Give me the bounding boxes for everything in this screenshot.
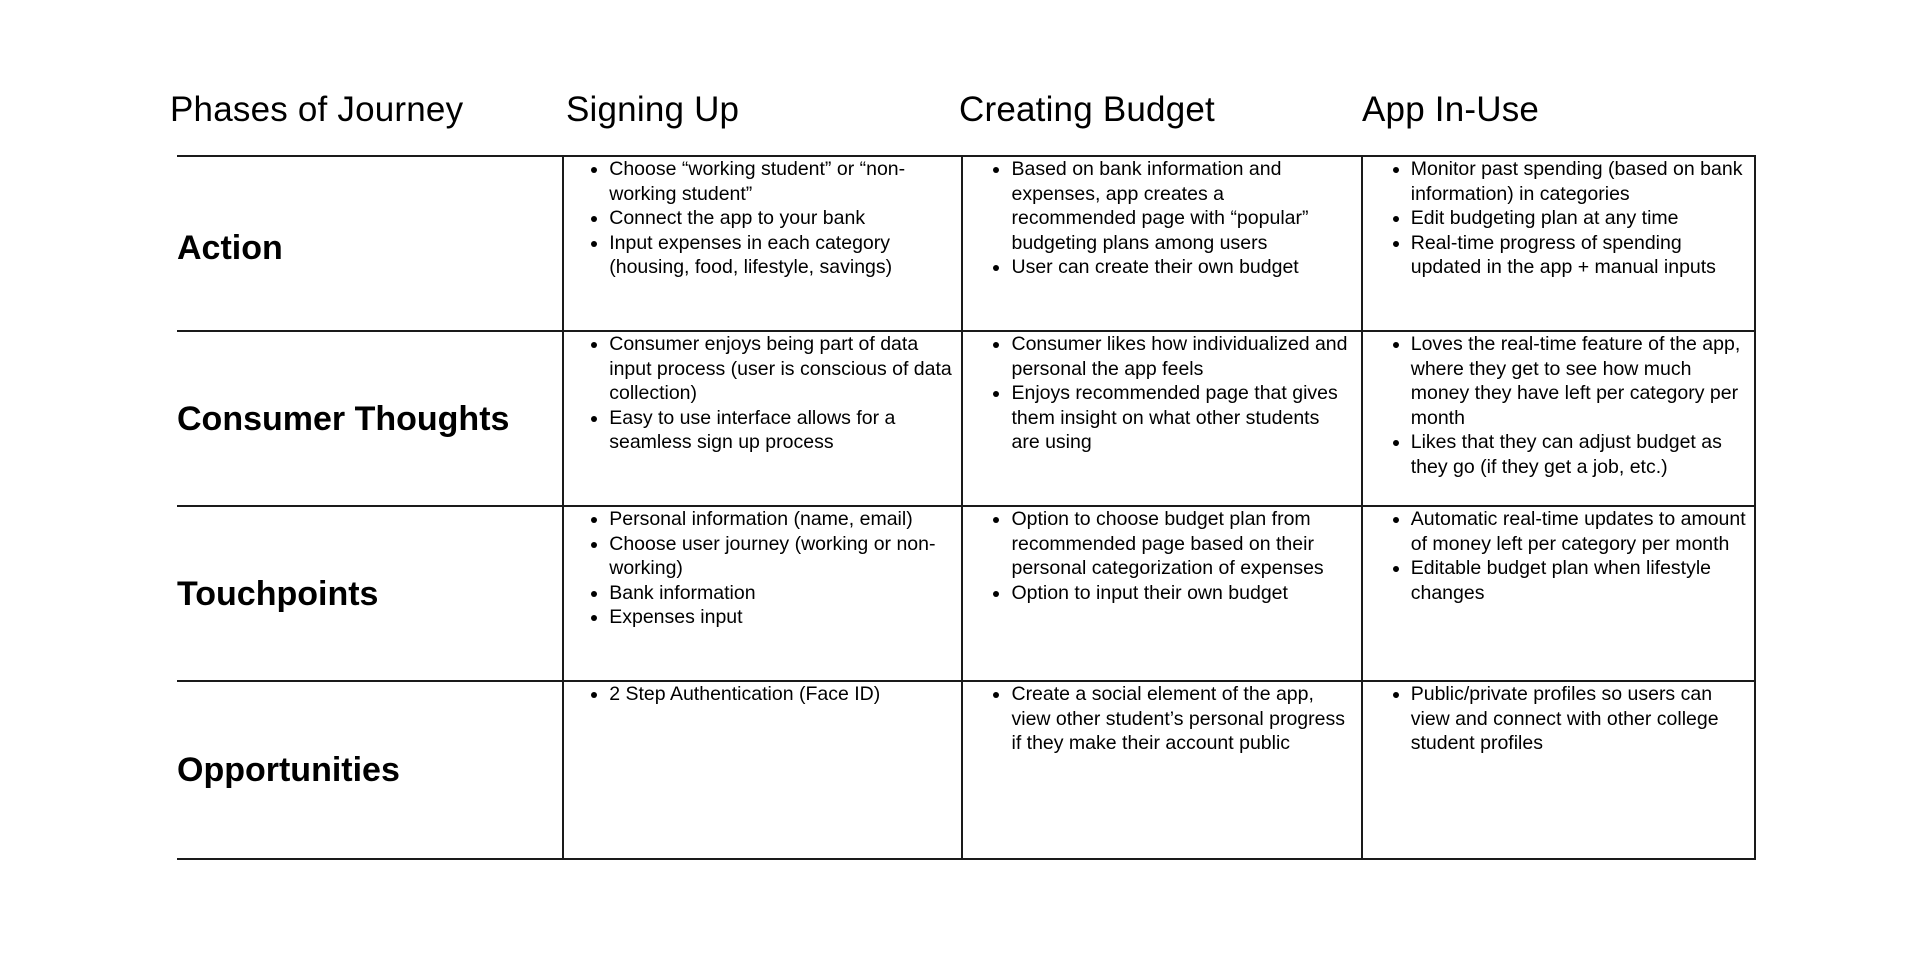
list-item: • Choose user journey (working or non-working) bbox=[609, 532, 953, 581]
table-row-opportunities bbox=[177, 681, 1755, 859]
bullet-list bbox=[963, 157, 1360, 280]
row-title-action: Action bbox=[177, 228, 283, 267]
table-row-touchpoints bbox=[177, 506, 1755, 681]
list-item: • User can create their own budget bbox=[1011, 255, 1352, 280]
list-item: • Real-time progress of spending updated in the app + manual inputs bbox=[1411, 231, 1746, 280]
list-item: • Editable budget plan when lifestyle changes bbox=[1411, 556, 1746, 605]
list-item: • Consumer likes how individualized and personal the app feels bbox=[1011, 332, 1352, 381]
row-label-cell bbox=[177, 506, 563, 681]
cell-opportunities-signing-up bbox=[563, 681, 962, 859]
table-row-action bbox=[177, 156, 1755, 331]
list-item: • 2 Step Authentication (Face ID) bbox=[609, 682, 953, 707]
cell-action-app-in-use bbox=[1362, 156, 1755, 331]
journey-table bbox=[177, 155, 1756, 860]
bullet-list bbox=[564, 682, 961, 707]
list-item: • Create a social element of the app, view other student’s personal progress if they make their account public bbox=[1011, 682, 1352, 756]
cell-action-creating-budget bbox=[962, 156, 1361, 331]
bullet-list bbox=[1363, 682, 1754, 756]
list-item: • Easy to use interface allows for a seamless sign up process bbox=[609, 406, 953, 455]
list-item: • Expenses input bbox=[609, 605, 953, 630]
cell-thoughts-signing-up bbox=[563, 331, 962, 506]
row-title-consumer-thoughts: Consumer Thoughts bbox=[177, 399, 510, 438]
cell-touchpoints-creating-budget bbox=[962, 506, 1361, 681]
row-label-cell bbox=[177, 331, 563, 506]
bullet-list bbox=[963, 507, 1360, 605]
bullet-list bbox=[963, 332, 1360, 455]
cell-thoughts-creating-budget bbox=[962, 331, 1361, 506]
table-row-consumer-thoughts bbox=[177, 331, 1755, 506]
list-item: • Bank information bbox=[609, 581, 953, 606]
list-item: • Connect the app to your bank bbox=[609, 206, 953, 231]
phase-header-app-in-use: App In-Use bbox=[1362, 90, 1540, 129]
list-item: • Consumer enjoys being part of data input process (user is conscious of data collection) bbox=[609, 332, 953, 406]
bullet-list bbox=[1363, 332, 1754, 480]
list-item: • Input expenses in each category (housing, food, lifestyle, savings) bbox=[609, 231, 953, 280]
list-item: • Based on bank information and expenses, app creates a recommended page with “popular” budgeting plans among users bbox=[1011, 157, 1352, 255]
list-item: • Option to input their own budget bbox=[1011, 581, 1352, 606]
row-label-cell bbox=[177, 156, 563, 331]
list-item: • Likes that they can adjust budget as they go (if they get a job, etc.) bbox=[1411, 430, 1746, 479]
list-item: • Choose “working student” or “non-working student” bbox=[609, 157, 953, 206]
cell-touchpoints-app-in-use bbox=[1362, 506, 1755, 681]
list-item: • Option to choose budget plan from recommended page based on their personal categorization of expenses bbox=[1011, 507, 1352, 581]
list-item: • Automatic real-time updates to amount of money left per category per month bbox=[1411, 507, 1746, 556]
bullet-list bbox=[564, 507, 961, 630]
list-item: • Personal information (name, email) bbox=[609, 507, 953, 532]
row-title-touchpoints: Touchpoints bbox=[177, 574, 379, 613]
cell-thoughts-app-in-use bbox=[1362, 331, 1755, 506]
cell-action-signing-up bbox=[563, 156, 962, 331]
row-label-cell bbox=[177, 681, 563, 859]
list-item: • Loves the real-time feature of the app, where they get to see how much money they have left per category per month bbox=[1411, 332, 1746, 430]
bullet-list bbox=[564, 157, 961, 280]
list-item: • Edit budgeting plan at any time bbox=[1411, 206, 1746, 231]
bullet-list bbox=[1363, 507, 1754, 605]
bullet-list bbox=[564, 332, 961, 455]
list-item: • Monitor past spending (based on bank information) in categories bbox=[1411, 157, 1746, 206]
bullet-list bbox=[1363, 157, 1754, 280]
row-title-opportunities: Opportunities bbox=[177, 751, 400, 789]
cell-touchpoints-signing-up bbox=[563, 506, 962, 681]
cell-opportunities-creating-budget bbox=[962, 681, 1361, 859]
list-item: • Enjoys recommended page that gives them insight on what other students are using bbox=[1011, 381, 1352, 455]
phases-of-journey-label: Phases of Journey bbox=[170, 90, 464, 129]
cell-opportunities-app-in-use bbox=[1362, 681, 1755, 859]
list-item: • Public/private profiles so users can view and connect with other college student profiles bbox=[1411, 682, 1746, 756]
phase-header-signing-up: Signing Up bbox=[566, 90, 740, 129]
bullet-list bbox=[963, 682, 1360, 756]
phase-header-creating-budget: Creating Budget bbox=[959, 90, 1215, 129]
